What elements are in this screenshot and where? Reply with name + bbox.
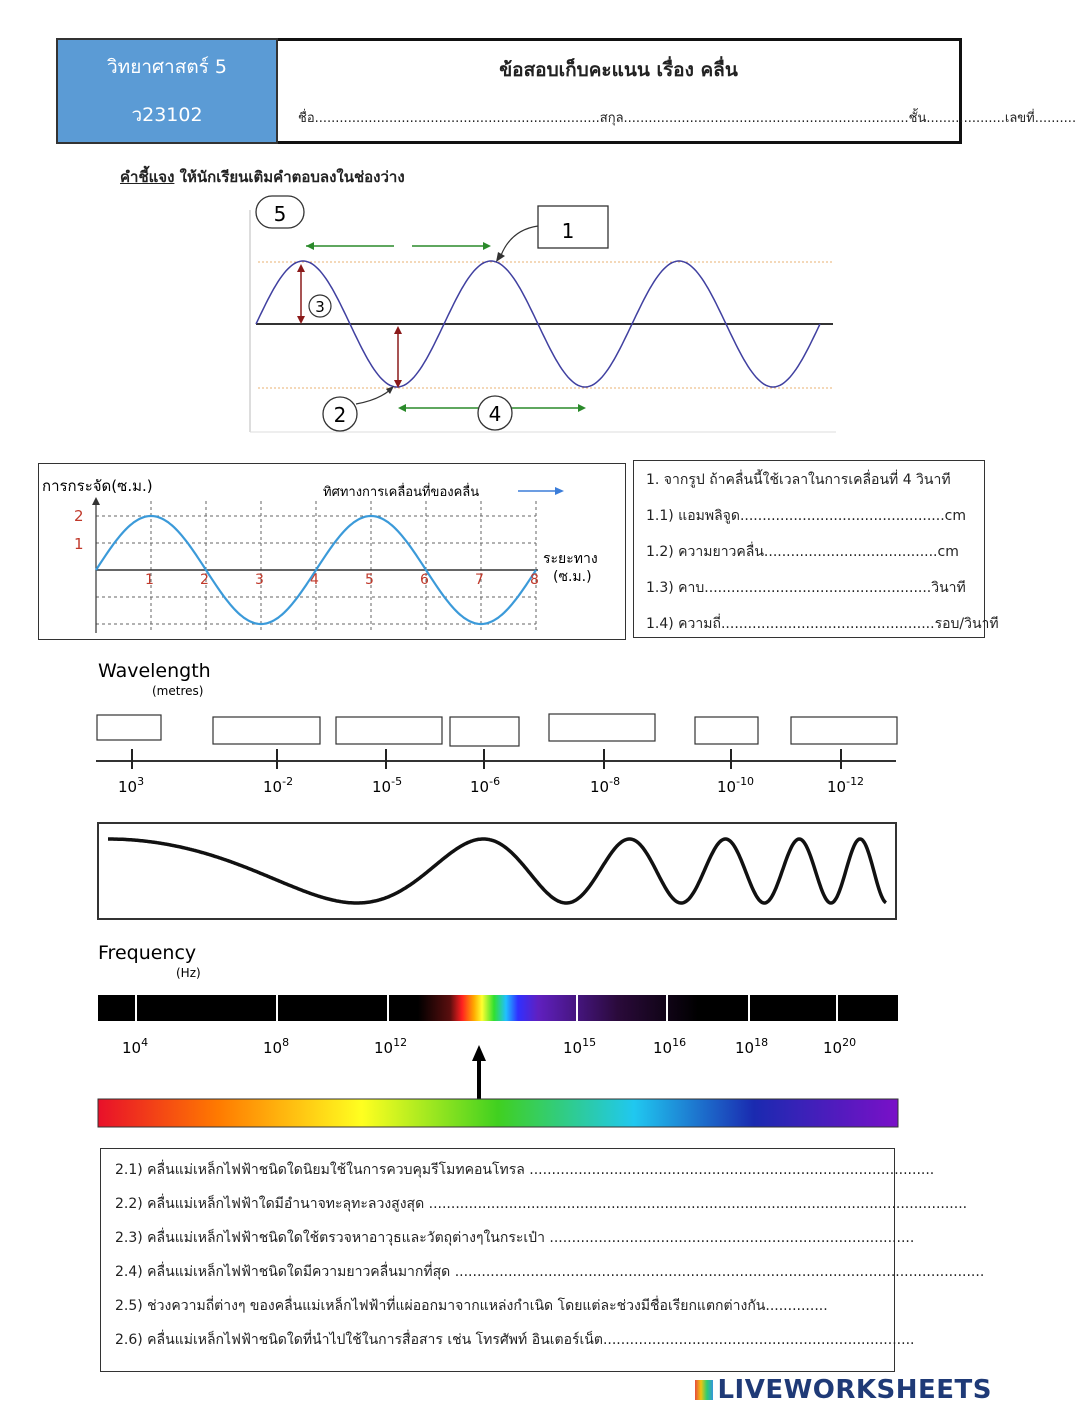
instructions-text: ให้นักเรียนเติมคำตอบลงในช่องว่าง — [174, 168, 405, 186]
question-1-3[interactable]: 1.3) คาบ...................................................วินาที — [646, 580, 966, 596]
title-box — [278, 38, 1076, 144]
question-2-3[interactable]: 2.3) คลื่นแม่เหล็กไฟฟ้าชนิดใดใช้ตรวจหาอาวุธและวัตถุต่างๆในกระเป๋า .................................................................................. — [115, 1230, 915, 1246]
wavelength-tick-4: $10^{-8}$ — [590, 775, 621, 796]
question-2-2[interactable]: 2.2) คลื่นแม่เหล็กไฟฟ้าใดมีอำนาจทะลุทะลวงสูงสุด ......................................................................................................................... — [115, 1196, 968, 1212]
label-1: 1 — [561, 219, 575, 243]
question-2-box — [100, 1148, 985, 1372]
label-5: 5 — [273, 202, 287, 226]
question-2-1[interactable]: 2.1) คลื่นแม่เหล็กไฟฟ้าชนิดใดนิยมใช้ในการควบคุมรีโมทคอนโทรล ........................................................................................... — [115, 1162, 935, 1178]
wavelength-tick-6: $10^{-12}$ — [827, 775, 865, 796]
question-1-4[interactable]: 1.4) ความถี่................................................รอบ/วินาที — [646, 616, 999, 632]
subject-box — [56, 38, 278, 144]
wavelength-tick-1: $10^{-2}$ — [263, 775, 294, 796]
wavelength-ticks — [118, 749, 864, 796]
answer-box-4[interactable] — [450, 717, 519, 746]
x-axis-label: ระยะทาง — [543, 551, 598, 567]
frequency-unit: (Hz) — [176, 966, 201, 980]
x-tick-6: 6 — [420, 572, 429, 588]
page-title: ข้อสอบเก็บคะแนน เรื่อง คลื่น — [499, 59, 738, 81]
frequency-tick-4: $10^{16}$ — [653, 1036, 687, 1057]
student-info-fields[interactable]: ชื่อ.....................................................................สกุล.....................................................................ชั้น...................เลขที่.......... — [298, 111, 1076, 126]
displacement-graph — [38, 463, 626, 640]
question-2-4[interactable]: 2.4) คลื่นแม่เหล็กไฟฟ้าชนิดใดมีความยาวคลื่นมากที่สุด ....................................................................................................................... — [115, 1264, 985, 1280]
wave-strip-box — [98, 823, 896, 919]
frequency-tick-5: $10^{18}$ — [735, 1036, 769, 1057]
question-1-2[interactable]: 1.2) ความยาวคลื่น.......................................cm — [646, 544, 959, 560]
em-spectrum-diagram — [90, 655, 905, 1135]
x-tick-5: 5 — [365, 572, 374, 588]
answer-box-7[interactable] — [791, 717, 897, 744]
wavelength-tick-0: $10^3$ — [118, 775, 145, 796]
x-tick-1: 1 — [145, 572, 154, 588]
question-1-intro: 1. จากรูป ถ้าคลื่นนี้ใช้เวลาในการเคลื่อนที่ 4 วินาที — [646, 472, 951, 488]
label-2: 2 — [333, 403, 347, 427]
frequency-tick-6: $10^{20}$ — [823, 1036, 857, 1057]
frequency-tick-3: $10^{15}$ — [563, 1036, 597, 1057]
y-tick-2: 2 — [74, 507, 84, 525]
wave-parts-diagram — [248, 190, 838, 435]
question-2-6[interactable]: 2.6) คลื่นแม่เหล็กไฟฟ้าชนิดใดที่นำไปใช้ในการสื่อสาร เช่น โทรศัพท์ อินเตอร์เน็ต...................................................................... — [115, 1332, 915, 1348]
question-2-5[interactable]: 2.5) ช่วงความถี่ต่างๆ ของคลื่นแม่เหล็กไฟฟ้าที่แผ่ออกมาจากแหล่งกำเนิด โดยแต่ละช่วงมีชื่อเรียกแตกต่างกัน.............. — [115, 1298, 828, 1314]
y-tick-1: 1 — [74, 535, 84, 553]
wavelength-tick-3: $10^{-6}$ — [470, 775, 501, 796]
wavelength-tick-5: $10^{-10}$ — [717, 775, 755, 796]
x-tick-3: 3 — [255, 572, 264, 588]
direction-label: ทิศทางการเคลื่อนที่ของคลื่น — [323, 485, 480, 500]
answer-box-6[interactable] — [695, 717, 758, 744]
subject-code: ว23102 — [131, 104, 203, 126]
x-tick-7: 7 — [475, 572, 484, 588]
x-tick-8: 8 — [530, 572, 539, 588]
wavelength-tick-2: $10^{-5}$ — [372, 775, 403, 796]
instructions-label: คำชี้แจง — [120, 168, 175, 186]
liveworksheets-logo — [695, 1375, 992, 1405]
answer-box-2[interactable] — [213, 717, 320, 744]
question-1-1[interactable]: 1.1) แอมพลิจูด..............................................cm — [646, 508, 966, 524]
wavelength-unit: (metres) — [152, 684, 204, 698]
x-tick-2: 2 — [200, 572, 209, 588]
question-1-box — [633, 460, 999, 638]
logo-text: LIVEWORKSHEETS — [717, 1375, 992, 1405]
x-tick-4: 4 — [310, 572, 319, 588]
logo-icon — [695, 1380, 713, 1400]
y-axis-label: การกระจัด(ซ.ม.) — [42, 477, 153, 495]
answer-box-5[interactable] — [549, 714, 655, 741]
subject-name: วิทยาศาสตร์ 5 — [107, 56, 227, 78]
frequency-title: Frequency — [98, 942, 197, 964]
frequency-tick-1: $10^8$ — [263, 1036, 290, 1057]
answer-box-3[interactable] — [336, 717, 442, 744]
x-axis-unit: (ซ.ม.) — [553, 569, 592, 585]
visible-light-bar — [98, 1099, 898, 1127]
frequency-tick-2: $10^{12}$ — [374, 1036, 408, 1057]
label-3: 3 — [315, 298, 325, 316]
label-4: 4 — [488, 402, 502, 426]
instructions — [120, 165, 405, 189]
frequency-tick-0: $10^4$ — [122, 1036, 149, 1057]
wavelength-title: Wavelength — [98, 660, 211, 682]
answer-box-1[interactable] — [97, 715, 161, 740]
frequency-bar — [98, 995, 898, 1021]
